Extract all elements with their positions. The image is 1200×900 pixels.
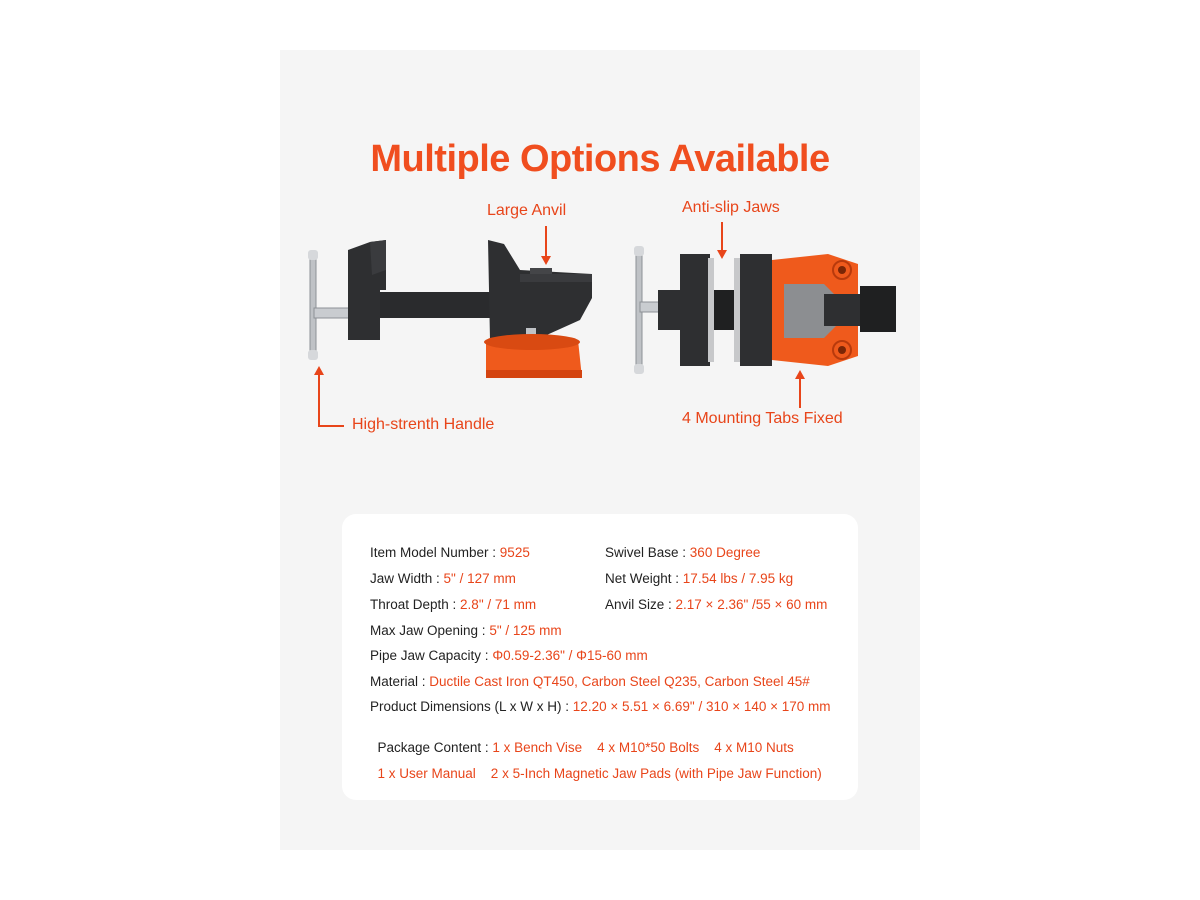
spec-value: 5" / 127 mm xyxy=(443,571,516,586)
spec-label: Anvil Size : xyxy=(605,597,676,612)
spec-jaw-width xyxy=(370,571,516,586)
callout-anti-slip-jaws: Anti-slip Jaws xyxy=(682,199,780,216)
spec-value: 1 x User Manual 2 x 5-Inch Magnetic Jaw Pads (with Pipe Jaw Function) xyxy=(377,766,822,781)
spec-dimensions xyxy=(370,699,831,714)
spec-swivel xyxy=(605,545,760,560)
spec-pipe-jaw-capacity xyxy=(370,648,648,663)
spec-value: 2.8" / 71 mm xyxy=(460,597,537,612)
spec-value: 9525 xyxy=(499,545,530,560)
spec-value: 360 Degree xyxy=(689,545,761,560)
spec-model xyxy=(370,545,530,560)
spec-throat-depth xyxy=(370,597,536,612)
spec-material xyxy=(370,674,810,689)
spec-label: Net Weight : xyxy=(605,571,683,586)
spec-value: 17.54 lbs / 7.95 kg xyxy=(682,571,794,586)
spec-value: Φ0.59-2.36" / Φ15-60 mm xyxy=(492,648,648,663)
spec-label: Package Content : xyxy=(377,740,493,755)
spec-value: 12.20 × 5.51 × 6.69" / 310 × 140 × 170 mm xyxy=(572,699,831,714)
spec-label: Swivel Base : xyxy=(605,545,690,560)
spec-label: Pipe Jaw Capacity : xyxy=(370,648,493,663)
callout-line-handle-horizontal xyxy=(318,425,344,427)
spec-label: Throat Depth : xyxy=(370,597,461,612)
spec-value: Ductile Cast Iron QT450, Carbon Steel Q235, Carbon Steel 45# xyxy=(429,674,810,689)
spec-value: 2.17 × 2.36" /55 × 60 mm xyxy=(675,597,828,612)
spec-label: Jaw Width : xyxy=(370,571,444,586)
spec-max-jaw-opening xyxy=(370,623,562,638)
spec-net-weight xyxy=(605,571,793,586)
spec-label: Item Model Number : xyxy=(370,545,500,560)
spec-label: Max Jaw Opening : xyxy=(370,623,490,638)
vise-side-view-image xyxy=(300,230,600,390)
vise-top-view-image xyxy=(628,240,898,380)
spec-anvil-size xyxy=(605,597,827,612)
callout-mounting-tabs: 4 Mounting Tabs Fixed xyxy=(682,410,843,427)
spec-label: Product Dimensions (L x W x H) : xyxy=(370,699,573,714)
spec-label: Material : xyxy=(370,674,430,689)
page-title: Multiple Options Available xyxy=(370,138,830,180)
callout-line-tabs xyxy=(799,378,801,408)
spec-value: 5" / 125 mm xyxy=(489,623,562,638)
callout-handle: High-strenth Handle xyxy=(352,416,495,433)
spec-package-content-line2 xyxy=(370,751,822,781)
spec-value: 1 x Bench Vise 4 x M10*50 Bolts 4 x M10 Nuts xyxy=(492,740,794,755)
callout-large-anvil: Large Anvil xyxy=(487,202,567,219)
